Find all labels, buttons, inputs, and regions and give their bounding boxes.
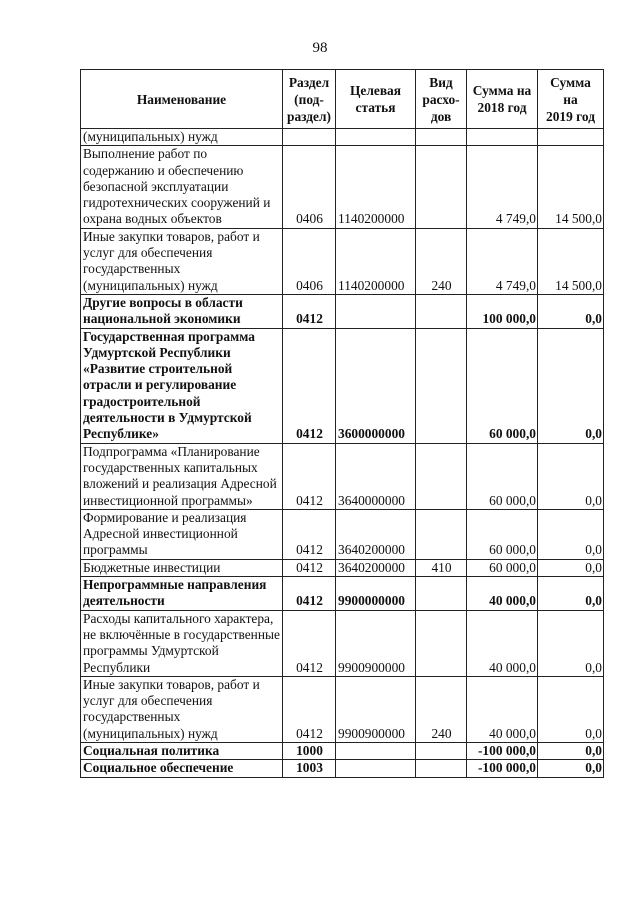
- row-section: 0412: [283, 610, 336, 676]
- row-expense-type: [416, 146, 467, 228]
- row-sum-2019: 0,0: [538, 610, 604, 676]
- row-sum-2019: 0,0: [538, 559, 604, 576]
- row-name: (муниципальных) нужд: [81, 129, 283, 146]
- row-section: 0412: [283, 676, 336, 742]
- row-sum-2019: 0,0: [538, 760, 604, 777]
- row-section: 0412: [283, 443, 336, 509]
- row-name: Другие вопросы в области национальной экономики: [81, 294, 283, 328]
- row-sum-2019: [538, 129, 604, 146]
- row-article: 3640000000: [336, 443, 416, 509]
- row-sum-2019: 0,0: [538, 742, 604, 759]
- row-name: Государственная программа Удмуртской Республики «Развитие строительной отрасли и регулирование градостроительной деятельности в Удмуртской Республике»: [81, 328, 283, 443]
- header-expense-type: [416, 70, 467, 129]
- row-expense-type: 410: [416, 559, 467, 576]
- row-sum-2018: 60 000,0: [467, 509, 538, 559]
- row-section: 0412: [283, 577, 336, 611]
- row-expense-type: [416, 760, 467, 777]
- header-article-line: Целевая: [350, 83, 401, 98]
- row-article: [336, 760, 416, 777]
- header-sum-2019-line: Сумма: [550, 74, 591, 90]
- row-section: 0412: [283, 294, 336, 328]
- row-sum-2018: 4 749,0: [467, 228, 538, 294]
- row-article: 3640200000: [336, 509, 416, 559]
- row-sum-2019: 0,0: [538, 509, 604, 559]
- row-expense-type: [416, 742, 467, 759]
- table-row: [81, 577, 604, 611]
- budget-table: [80, 69, 604, 778]
- row-article: 9900000000: [336, 577, 416, 611]
- row-expense-type: 240: [416, 676, 467, 742]
- table-row: [81, 328, 604, 443]
- row-article: 3600000000: [336, 328, 416, 443]
- row-name: Бюджетные инвестиции: [81, 559, 283, 576]
- row-sum-2019: 0,0: [538, 328, 604, 443]
- row-sum-2019: 0,0: [538, 294, 604, 328]
- header-expense-type-line: дов: [430, 108, 452, 124]
- row-article: 3640200000: [336, 559, 416, 576]
- row-article: [336, 742, 416, 759]
- row-section: 1000: [283, 742, 336, 759]
- header-section-line: Раздел: [288, 74, 330, 90]
- row-expense-type: [416, 577, 467, 611]
- row-sum-2018: 4 749,0: [467, 146, 538, 228]
- page-number: 98: [312, 40, 328, 56]
- row-sum-2018: 60 000,0: [467, 328, 538, 443]
- row-section: 1003: [283, 760, 336, 777]
- row-section: 0412: [283, 509, 336, 559]
- row-sum-2018: -100 000,0: [467, 760, 538, 777]
- table-header-row: [81, 70, 604, 129]
- row-article: 9900900000: [336, 610, 416, 676]
- header-article-line: статья: [355, 100, 396, 115]
- header-sum-2019-line: 2019 год: [546, 108, 595, 124]
- row-name: Социальное обеспечение: [81, 760, 283, 777]
- row-article: 1140200000: [336, 228, 416, 294]
- header-article: [336, 70, 416, 129]
- row-name: Иные закупки товаров, работ и услуг для обеспечения государственных (муниципальных) нужд: [81, 228, 283, 294]
- table-row: [81, 610, 604, 676]
- table-row: [81, 129, 604, 146]
- table-row: [81, 760, 604, 777]
- table-row: [81, 509, 604, 559]
- table-row: [81, 676, 604, 742]
- row-section: 0406: [283, 228, 336, 294]
- header-section-line: раздел): [287, 108, 331, 124]
- row-sum-2018: 40 000,0: [467, 577, 538, 611]
- row-expense-type: [416, 294, 467, 328]
- header-name: Наименование: [81, 70, 283, 129]
- row-sum-2019: 0,0: [538, 577, 604, 611]
- row-expense-type: [416, 129, 467, 146]
- row-sum-2018: 40 000,0: [467, 676, 538, 742]
- row-name: Подпрограмма «Планирование государственных капитальных вложений и реализация Адресной инвестиционной программы»: [81, 443, 283, 509]
- row-article: 1140200000: [336, 146, 416, 228]
- header-sum-2018-line: Сумма на: [472, 83, 532, 98]
- row-name: Иные закупки товаров, работ и услуг для обеспечения государственных (муниципальных) нужд: [81, 676, 283, 742]
- row-expense-type: [416, 610, 467, 676]
- row-name: Социальная политика: [81, 742, 283, 759]
- row-article: [336, 294, 416, 328]
- row-article: 9900900000: [336, 676, 416, 742]
- row-name: Выполнение работ по содержанию и обеспечению безопасной эксплуатации гидротехнических сооружений и охрана водных объектов: [81, 146, 283, 228]
- header-section-line: (под-: [294, 91, 324, 107]
- row-expense-type: 240: [416, 228, 467, 294]
- row-name: Расходы капитального характера, не включённые в государственные программы Удмуртской Республики: [81, 610, 283, 676]
- row-section: 0406: [283, 146, 336, 228]
- row-sum-2018: 40 000,0: [467, 610, 538, 676]
- row-expense-type: [416, 443, 467, 509]
- header-sum-2018-line: 2018 год: [477, 100, 527, 115]
- row-expense-type: [416, 328, 467, 443]
- table-row: [81, 228, 604, 294]
- row-name: Непрограммные направления деятельности: [81, 577, 283, 611]
- row-sum-2019: 14 500,0: [538, 228, 604, 294]
- header-sum-2019-line: на: [563, 91, 578, 107]
- row-sum-2018: [467, 129, 538, 146]
- row-expense-type: [416, 509, 467, 559]
- row-sum-2018: 60 000,0: [467, 443, 538, 509]
- header-sum-2019: [538, 70, 604, 129]
- row-article: [336, 129, 416, 146]
- table-row: [81, 559, 604, 576]
- row-sum-2019: 0,0: [538, 676, 604, 742]
- header-expense-type-line: расхо-: [422, 91, 460, 107]
- row-section: 0412: [283, 328, 336, 443]
- header-expense-type-line: Вид: [429, 74, 453, 90]
- table-row: [81, 294, 604, 328]
- header-section: [283, 70, 336, 129]
- row-sum-2018: 60 000,0: [467, 559, 538, 576]
- row-sum-2019: 0,0: [538, 443, 604, 509]
- table-row: [81, 146, 604, 228]
- table-row: [81, 443, 604, 509]
- header-sum-2018: [467, 70, 538, 129]
- table-row: [81, 742, 604, 759]
- row-sum-2018: 100 000,0: [467, 294, 538, 328]
- row-sum-2019: 14 500,0: [538, 146, 604, 228]
- row-section: [283, 129, 336, 146]
- row-sum-2018: -100 000,0: [467, 742, 538, 759]
- row-name: Формирование и реализация Адресной инвестиционной программы: [81, 509, 283, 559]
- row-section: 0412: [283, 559, 336, 576]
